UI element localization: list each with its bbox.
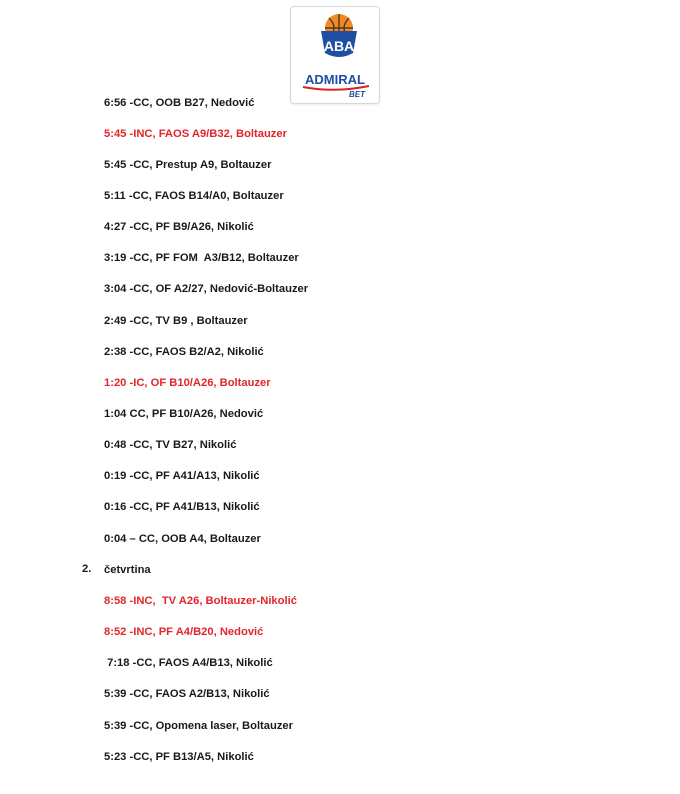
log-entry: 1:04 CC, PF B10/A26, Nedović [104,408,264,420]
log-entry: 2:49 -CC, TV B9 , Boltauzer [104,315,248,327]
log-entry: 8:58 -INC, TV A26, Boltauzer-Nikolić [104,595,297,607]
log-entry: 5:23 -CC, PF B13/A5, Nikolić [104,751,254,763]
log-entry: 8:52 -INC, PF A4/B20, Nedović [104,626,264,638]
aba-admiral-logo [290,6,380,104]
log-entry: 3:19 -CC, PF FOM A3/B12, Boltauzer [104,252,299,264]
log-entry: 1:20 -IC, OF B10/A26, Boltauzer [104,377,271,389]
logo-sponsor: ADMIRAL [305,72,365,87]
log-entry: 0:48 -CC, TV B27, Nikolić [104,439,237,451]
log-entry: 3:04 -CC, OF A2/27, Nedović-Boltauzer [104,283,309,295]
log-entry: 0:04 – CC, OOB A4, Boltauzer [104,533,261,545]
log-entry: 5:45 -INC, FAOS A9/B32, Boltauzer [104,128,287,140]
log-entry: 5:45 -CC, Prestup A9, Boltauzer [104,159,272,171]
log-entry: 4:27 -CC, PF B9/A26, Nikolić [104,221,254,233]
log-entry: 7:18 -CC, FAOS A4/B13, Nikolić [104,657,273,669]
logo-abbr: ABA [323,38,355,54]
log-entry: 6:56 -CC, OOB B27, Nedović [104,97,255,109]
section-number: 2. [82,563,92,575]
section-title: četvrtina [104,564,151,576]
logo-sponsor-sub: BET [349,90,365,99]
log-entry: 2:38 -CC, FAOS B2/A2, Nikolić [104,346,264,358]
log-entry: 5:39 -CC, FAOS A2/B13, Nikolić [104,688,270,700]
log-entry: 0:19 -CC, PF A41/A13, Nikolić [104,470,260,482]
log-entry: 0:16 -CC, PF A41/B13, Nikolić [104,501,260,513]
log-entry: 5:39 -CC, Opomena laser, Boltauzer [104,720,294,732]
log-entry: 5:11 -CC, FAOS B14/A0, Boltauzer [104,190,284,202]
aba-logo-graphic [291,7,379,103]
